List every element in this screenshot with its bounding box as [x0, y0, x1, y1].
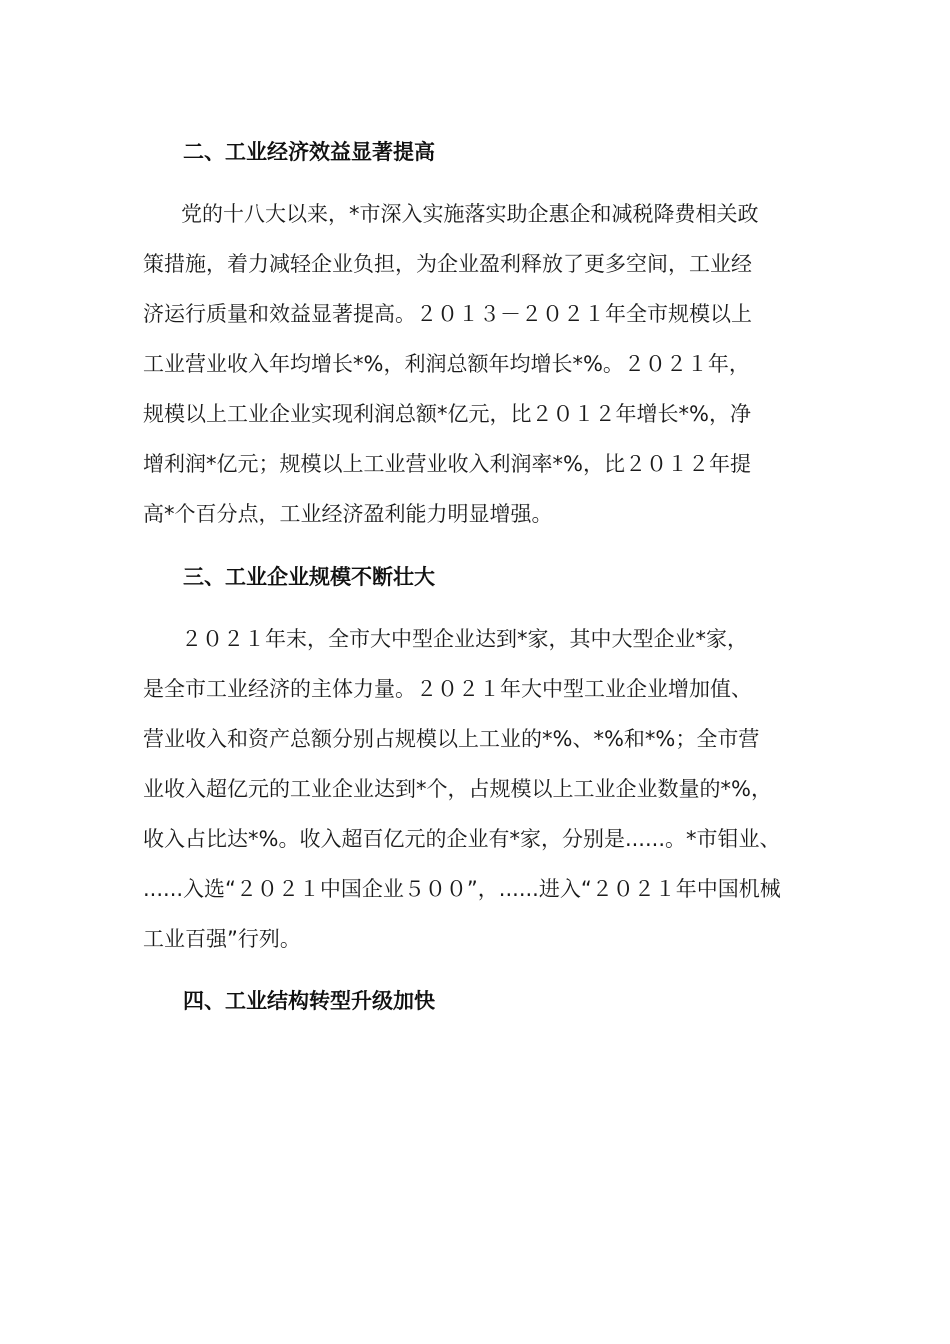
paragraph-line: 济运行质量和效益显著提高。２０１３－２０２１年全市规模以上: [143, 302, 752, 326]
paragraph-line: 策措施，着力减轻企业负担，为企业盈利释放了更多空间，工业经: [143, 252, 752, 276]
section-2-paragraph: [143, 189, 823, 539]
section-heading-2: 二、工业经济效益显著提高: [183, 140, 435, 164]
paragraph-line: ......入选“２０２１中国企业５００”，......进入“２０２１年中国机械: [143, 877, 781, 901]
paragraph-line: 高*个百分点，工业经济盈利能力明显增强。: [143, 502, 553, 526]
paragraph-line: 是全市工业经济的主体力量。２０２１年大中型工业企业增加值、: [143, 677, 752, 701]
section-heading-3: 三、工业企业规模不断壮大: [183, 565, 435, 589]
section-heading-4: 四、工业结构转型升级加快: [183, 989, 435, 1013]
paragraph-line: 增利润*亿元；规模以上工业营业收入利润率*%，比２０１２年提: [143, 452, 751, 476]
paragraph-line: 规模以上工业企业实现利润总额*亿元，比２０１２年增长*%，净: [143, 402, 751, 426]
paragraph-line: 营业收入和资产总额分别占规模以上工业的*%、*%和*%；全市营: [143, 727, 760, 751]
paragraph-line: 业收入超亿元的工业企业达到*个，占规模以上工业企业数量的*%，: [143, 777, 772, 801]
paragraph-line: ２０２１年末，全市大中型企业达到*家，其中大型企业*家，: [181, 627, 748, 651]
section-3-paragraph: [143, 614, 823, 964]
paragraph-line: 工业百强”行列。: [143, 927, 301, 951]
paragraph-line: 收入占比达*%。收入超百亿元的企业有*家，分别是......。*市钼业、: [143, 827, 781, 851]
paragraph-line: 党的十八大以来，*市深入实施落实助企惠企和减税降费相关政: [181, 202, 759, 226]
paragraph-line: 工业营业收入年均增长*%，利润总额年均增长*%。２０２１年，: [143, 352, 750, 376]
